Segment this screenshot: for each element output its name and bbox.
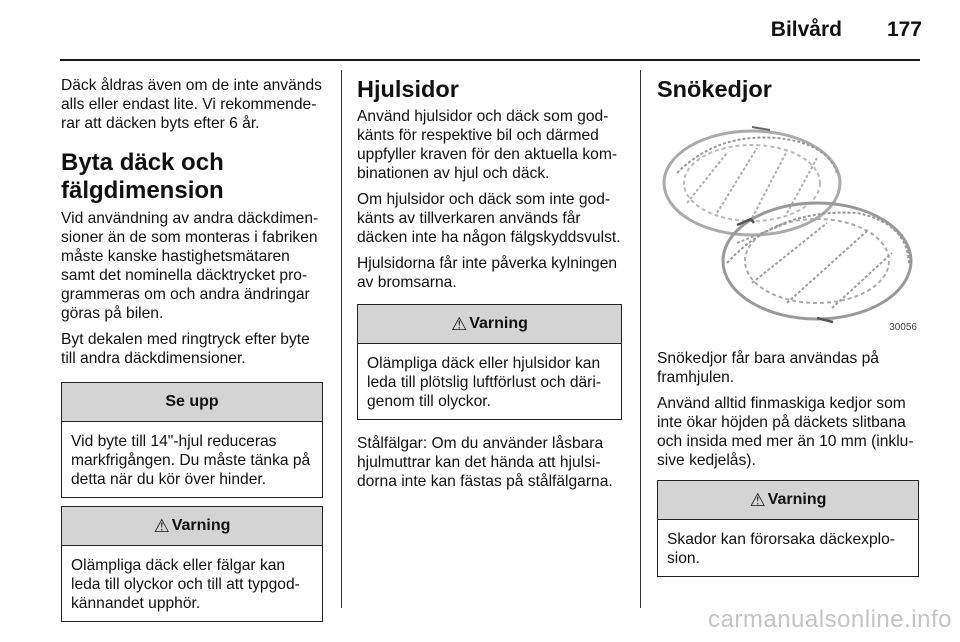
intro-paragraph: Däck åldras även om de inte används alls eller endast lite. Vi rekommenderar att däcken byts efter 6 år. [61, 77, 322, 132]
paragraph: Vid användning av andra däckdimensioner än de som monteras i fabriken måste kanske hastighetsmätaren samt det nominella däcktrycket programmeras om och andra ändringar göras på bilen. [61, 210, 319, 322]
warning-triangle-icon: ⚠ [451, 313, 468, 334]
column-divider-left [341, 70, 342, 608]
page-header [0, 0, 960, 60]
column-divider-right [640, 70, 641, 608]
warning-box-header [358, 305, 621, 344]
middle-column [357, 76, 622, 498]
figure-number: 30056 [889, 322, 917, 333]
snow-chain-illustration [657, 113, 919, 335]
right-column [657, 76, 919, 577]
paragraph: Använd hjulsidor och däck som godkänts för respektive bil och därmed uppfyller kraven för den aktuella kombinationen av hjul och däck. [357, 108, 618, 182]
warning-triangle-icon: ⚠ [153, 515, 170, 536]
warning-box-body: Olämpliga däck eller fälgar kan leda till olyckor och till att typgodkännandet upphör. [71, 557, 300, 612]
notice-box-title: Se upp [62, 383, 322, 422]
paragraph: Använd alltid finmaskiga kedjor som inte ökar höjden på däckets slitbana och insida med mer än 10 mm (inklusive kedjelås). [657, 395, 914, 469]
section-heading-hubcaps: Hjulsidor [357, 76, 459, 102]
paragraph: Stålfälgar: Om du använder låsbara hjulmuttrar kan det hända att hjulsidorna inte kan fästas på stålfälgarna. [357, 435, 613, 490]
warning-triangle-icon: ⚠ [749, 489, 766, 510]
warning-box-header [658, 481, 918, 520]
warning-box-header [62, 507, 322, 546]
header-divider [60, 59, 920, 61]
section-title: Bilvård [770, 18, 842, 41]
warning-box-title: Varning [469, 315, 528, 332]
warning-box-body: Olämpliga däck eller hjulsidor kan leda till plötslig luftförlust och därigenom till olyckor. [367, 355, 602, 410]
paragraph: Byt dekalen med ringtryck efter byte till andra däckdimensioner. [61, 331, 310, 367]
warning-box-title: Varning [171, 517, 231, 534]
paragraph: Snökedjor får bara användas på framhjulen. [657, 350, 879, 386]
notice-box [61, 382, 323, 498]
page-number: 177 [886, 18, 922, 41]
section-heading-snow-chains: Snökedjor [657, 76, 772, 102]
section-heading-tire-size: Byta däck och fälgdimension [61, 149, 224, 204]
notice-box-body: Vid byte till 14"-hjul reduceras markfrigången. Du måste tänka på detta när du kör över hinder. [71, 433, 311, 488]
paragraph: Hjulsidorna får inte påverka kylningen av bromsarna. [357, 255, 618, 291]
left-column [61, 76, 323, 622]
paragraph: Om hjulsidor och däck som inte godkänts av tillverkaren används får däcken inte ha någon fälgskyddsvulst. [357, 191, 621, 246]
warning-box-body: Skador kan förorsaka däckexplosion. [667, 531, 895, 567]
warning-box [657, 480, 919, 577]
watermark: carmanualsonline.info [708, 606, 952, 633]
warning-box [357, 304, 622, 420]
snow-chain-drawing [657, 113, 919, 335]
warning-box-title: Varning [767, 491, 827, 508]
warning-box [61, 506, 323, 622]
